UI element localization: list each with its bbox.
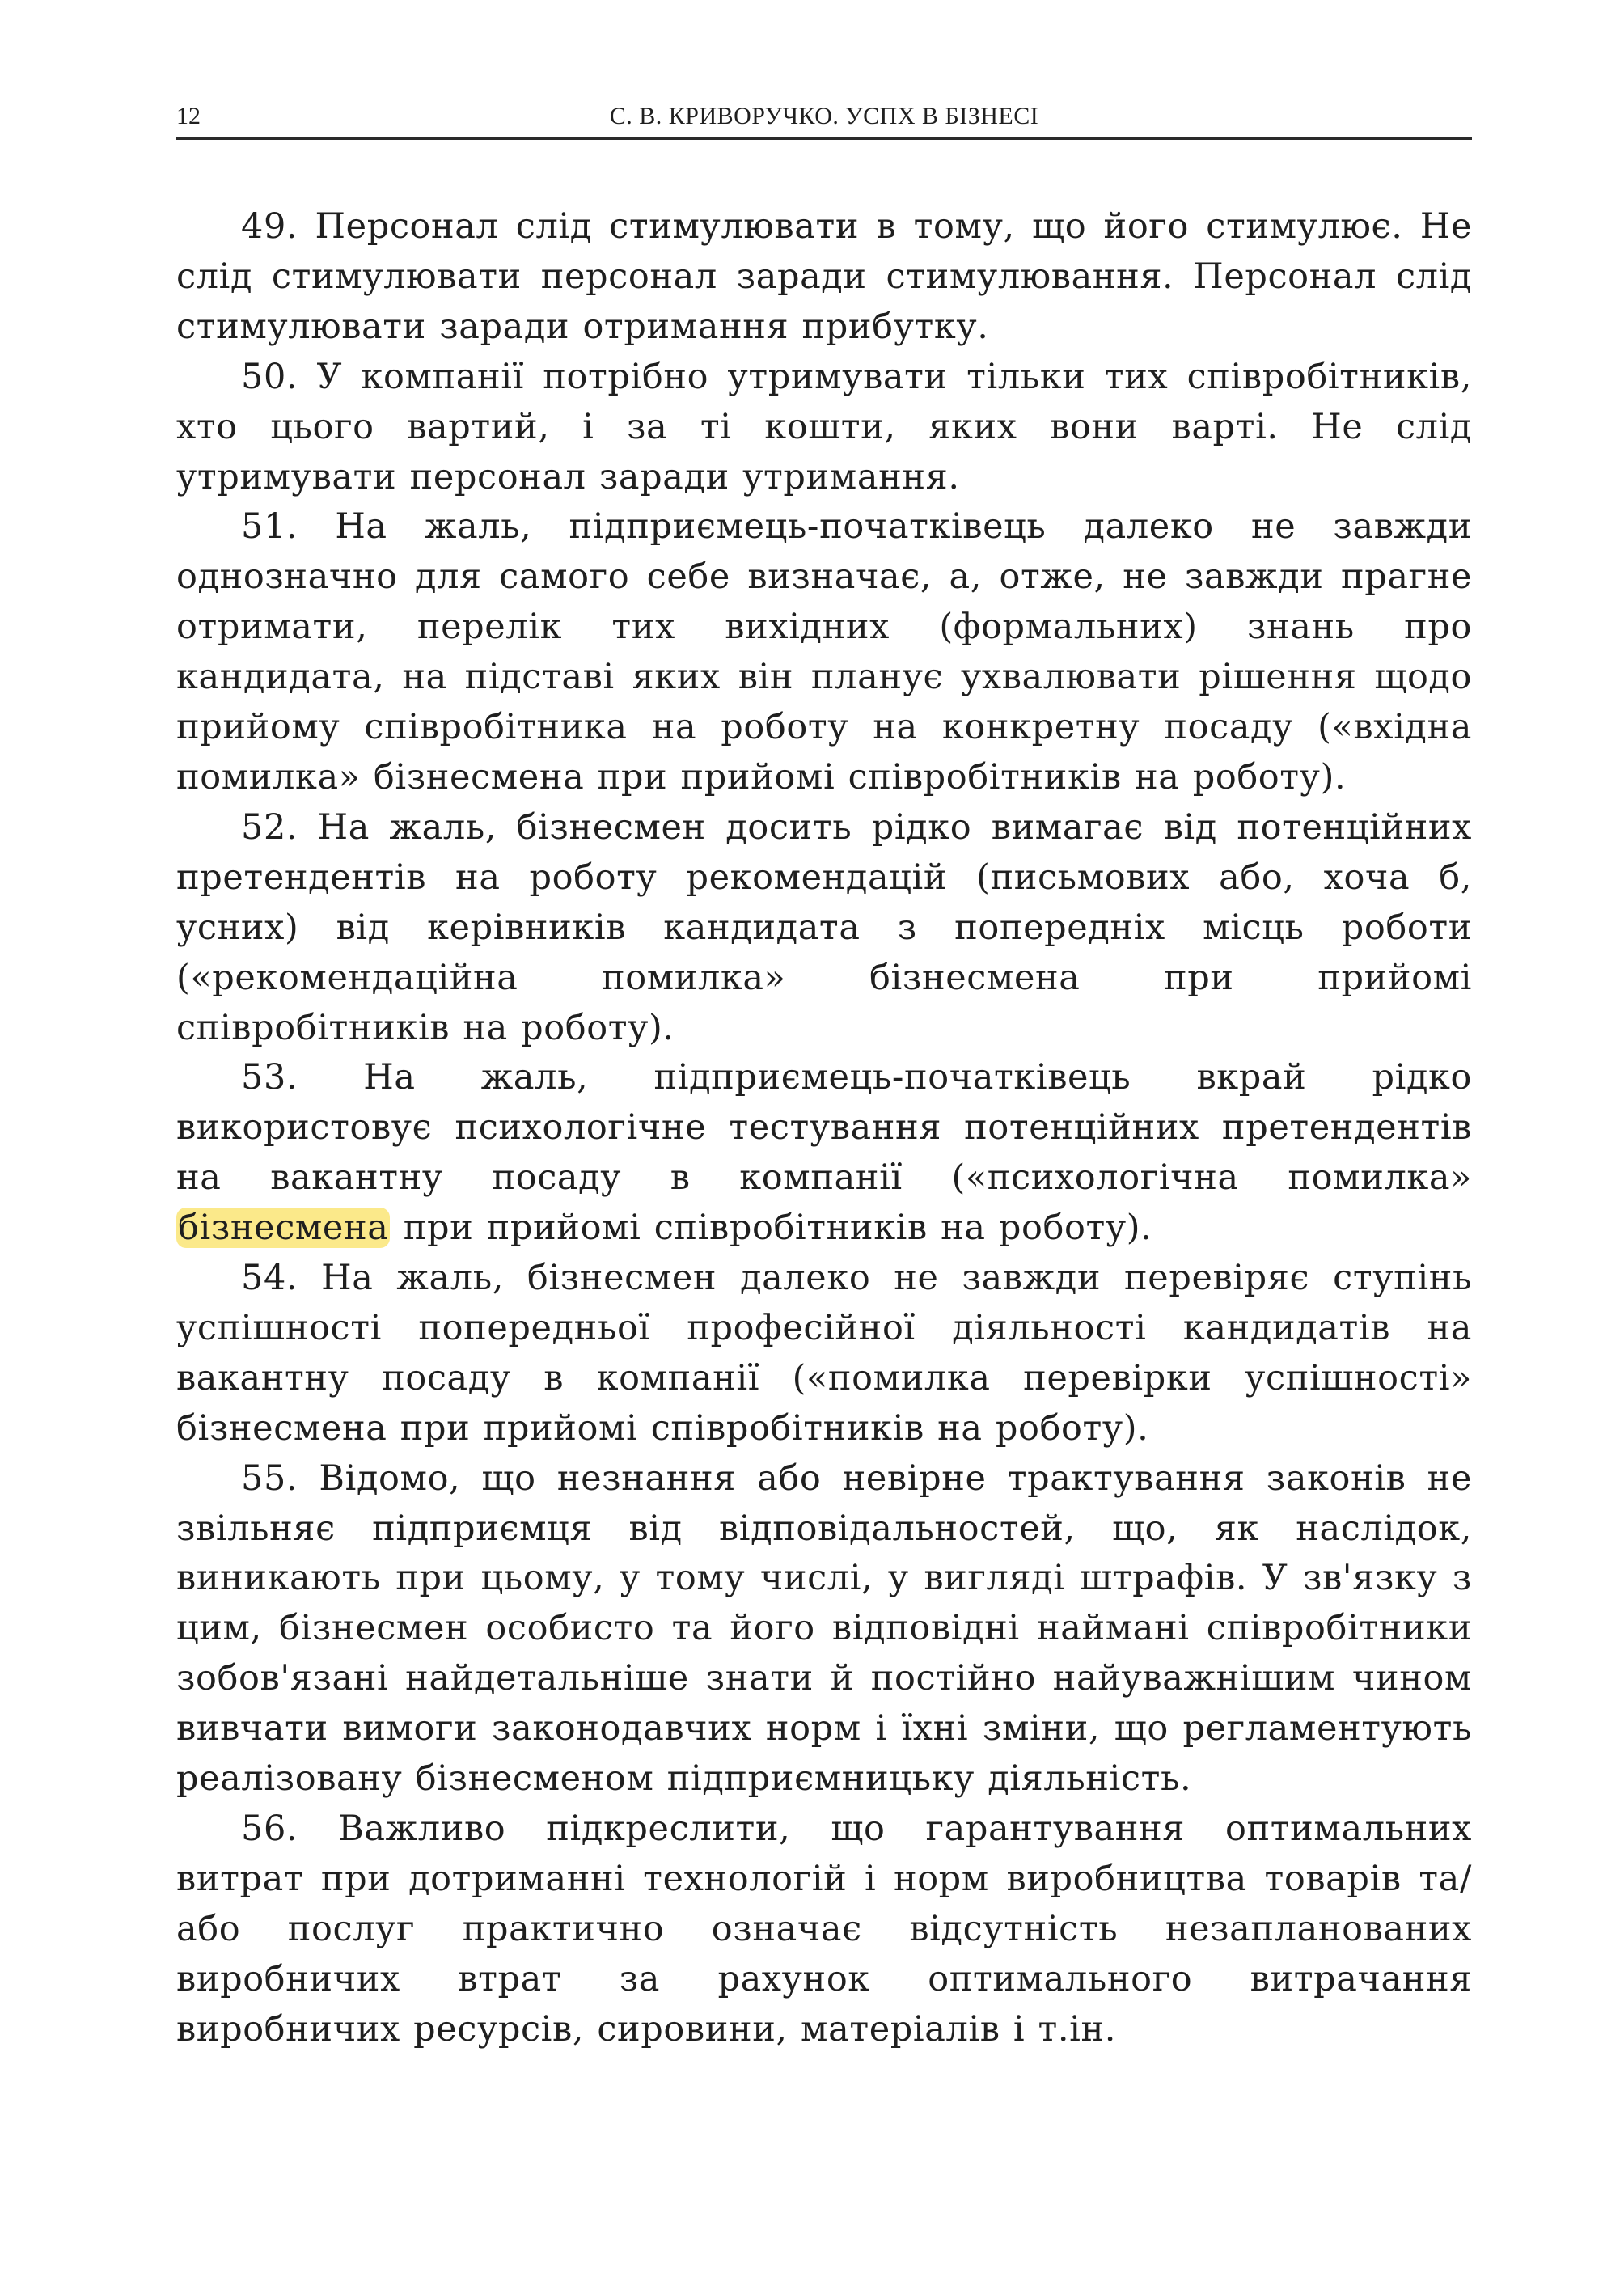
paragraph-53 [176,1053,1472,1254]
highlighted-word[interactable]: бізнесмена [178,1208,389,1249]
paragraph-55: 55. Відомо, що незнання або невірне трактування законів не звільняє підприємця від відповідальностей, що, як наслідок, виникають при цьому, у тому числі, у вигляді штрафів. У зв'язку з цим, бізнесмен особисто та його відповідні наймані співробітники зобов'язані найдетальніше знати й постійно найуважнішим чином вивчати вимоги законодавчих норм і їхні зміни, що регламентують реалізовану бізнесменом підприємницьку діяльність. [176,1457,1472,1800]
paragraph-56: 56. Важливо підкреслити, що гарантування оптимальних витрат при дотриманні технологій і норм виробництва товарів та/або послуг практично означає відсутність незапланованих виробничих втрат за рахунок оптимального витрачання виробничих ресурсів, сировини, матеріалів і т.ін. [176,1809,1472,2050]
page-number: 12 [176,103,201,129]
paragraph-52: 52. На жаль, бізнесмен досить рідко вимагає від потенційних претендентів на роботу рекомендацій (письмових або, хоча б, усних) від керівників кандидата з попередніх місць роботи («рекомендаційна помилка» бізнесмена при прийомі співробітників на роботу). [176,806,1472,1048]
paragraph-53-after: при прийомі співробітників на роботу). [390,1208,1152,1249]
paragraph-54: 54. На жаль, бізнесмен далеко не завжди перевіряє ступінь успішності попередньої професійної діяльності кандидатів на вакантну посаду в компанії («помилка перевірки успішності» бізнесмена при прийомі співробітників на роботу). [176,1258,1472,1449]
paragraph-50: 50. У компанії потрібно утримувати тільки тих співробітників, хто цього вартий, і за ті кошти, яких вони варті. Не слід утримувати персонал заради утримання. [176,356,1472,497]
body-text [176,202,1472,2055]
running-title: С. В. КРИВОРУЧКО. УСПХ В БІЗНЕСІ [609,103,1039,129]
paragraph-53-before: 53. На жаль, підприємець-початківець вкрай рідко використовує психологічне тестування потенційних претендентів на вакантну посаду в компанії («психологічна помилка» [176,1057,1472,1199]
paragraph-49: 49. Персонал слід стимулювати в тому, що його стимулює. Не слід стимулювати персонал заради стимулювання. Персонал слід стимулювати заради отримання прибутку. [176,206,1472,347]
running-header [176,95,1472,140]
paragraph-51: 51. На жаль, підприємець-початківець далеко не завжди однозначно для самого себе визначає, а, отже, не завжди прагне отримати, перелік тих вихідних (формальних) знань про кандидата, на підставі яких він планує ухвалювати рішення щодо прийому співробітника на роботу на конкретну посаду («вхідна помилка» бізнесмена при прийомі співробітників на роботу). [176,506,1472,797]
